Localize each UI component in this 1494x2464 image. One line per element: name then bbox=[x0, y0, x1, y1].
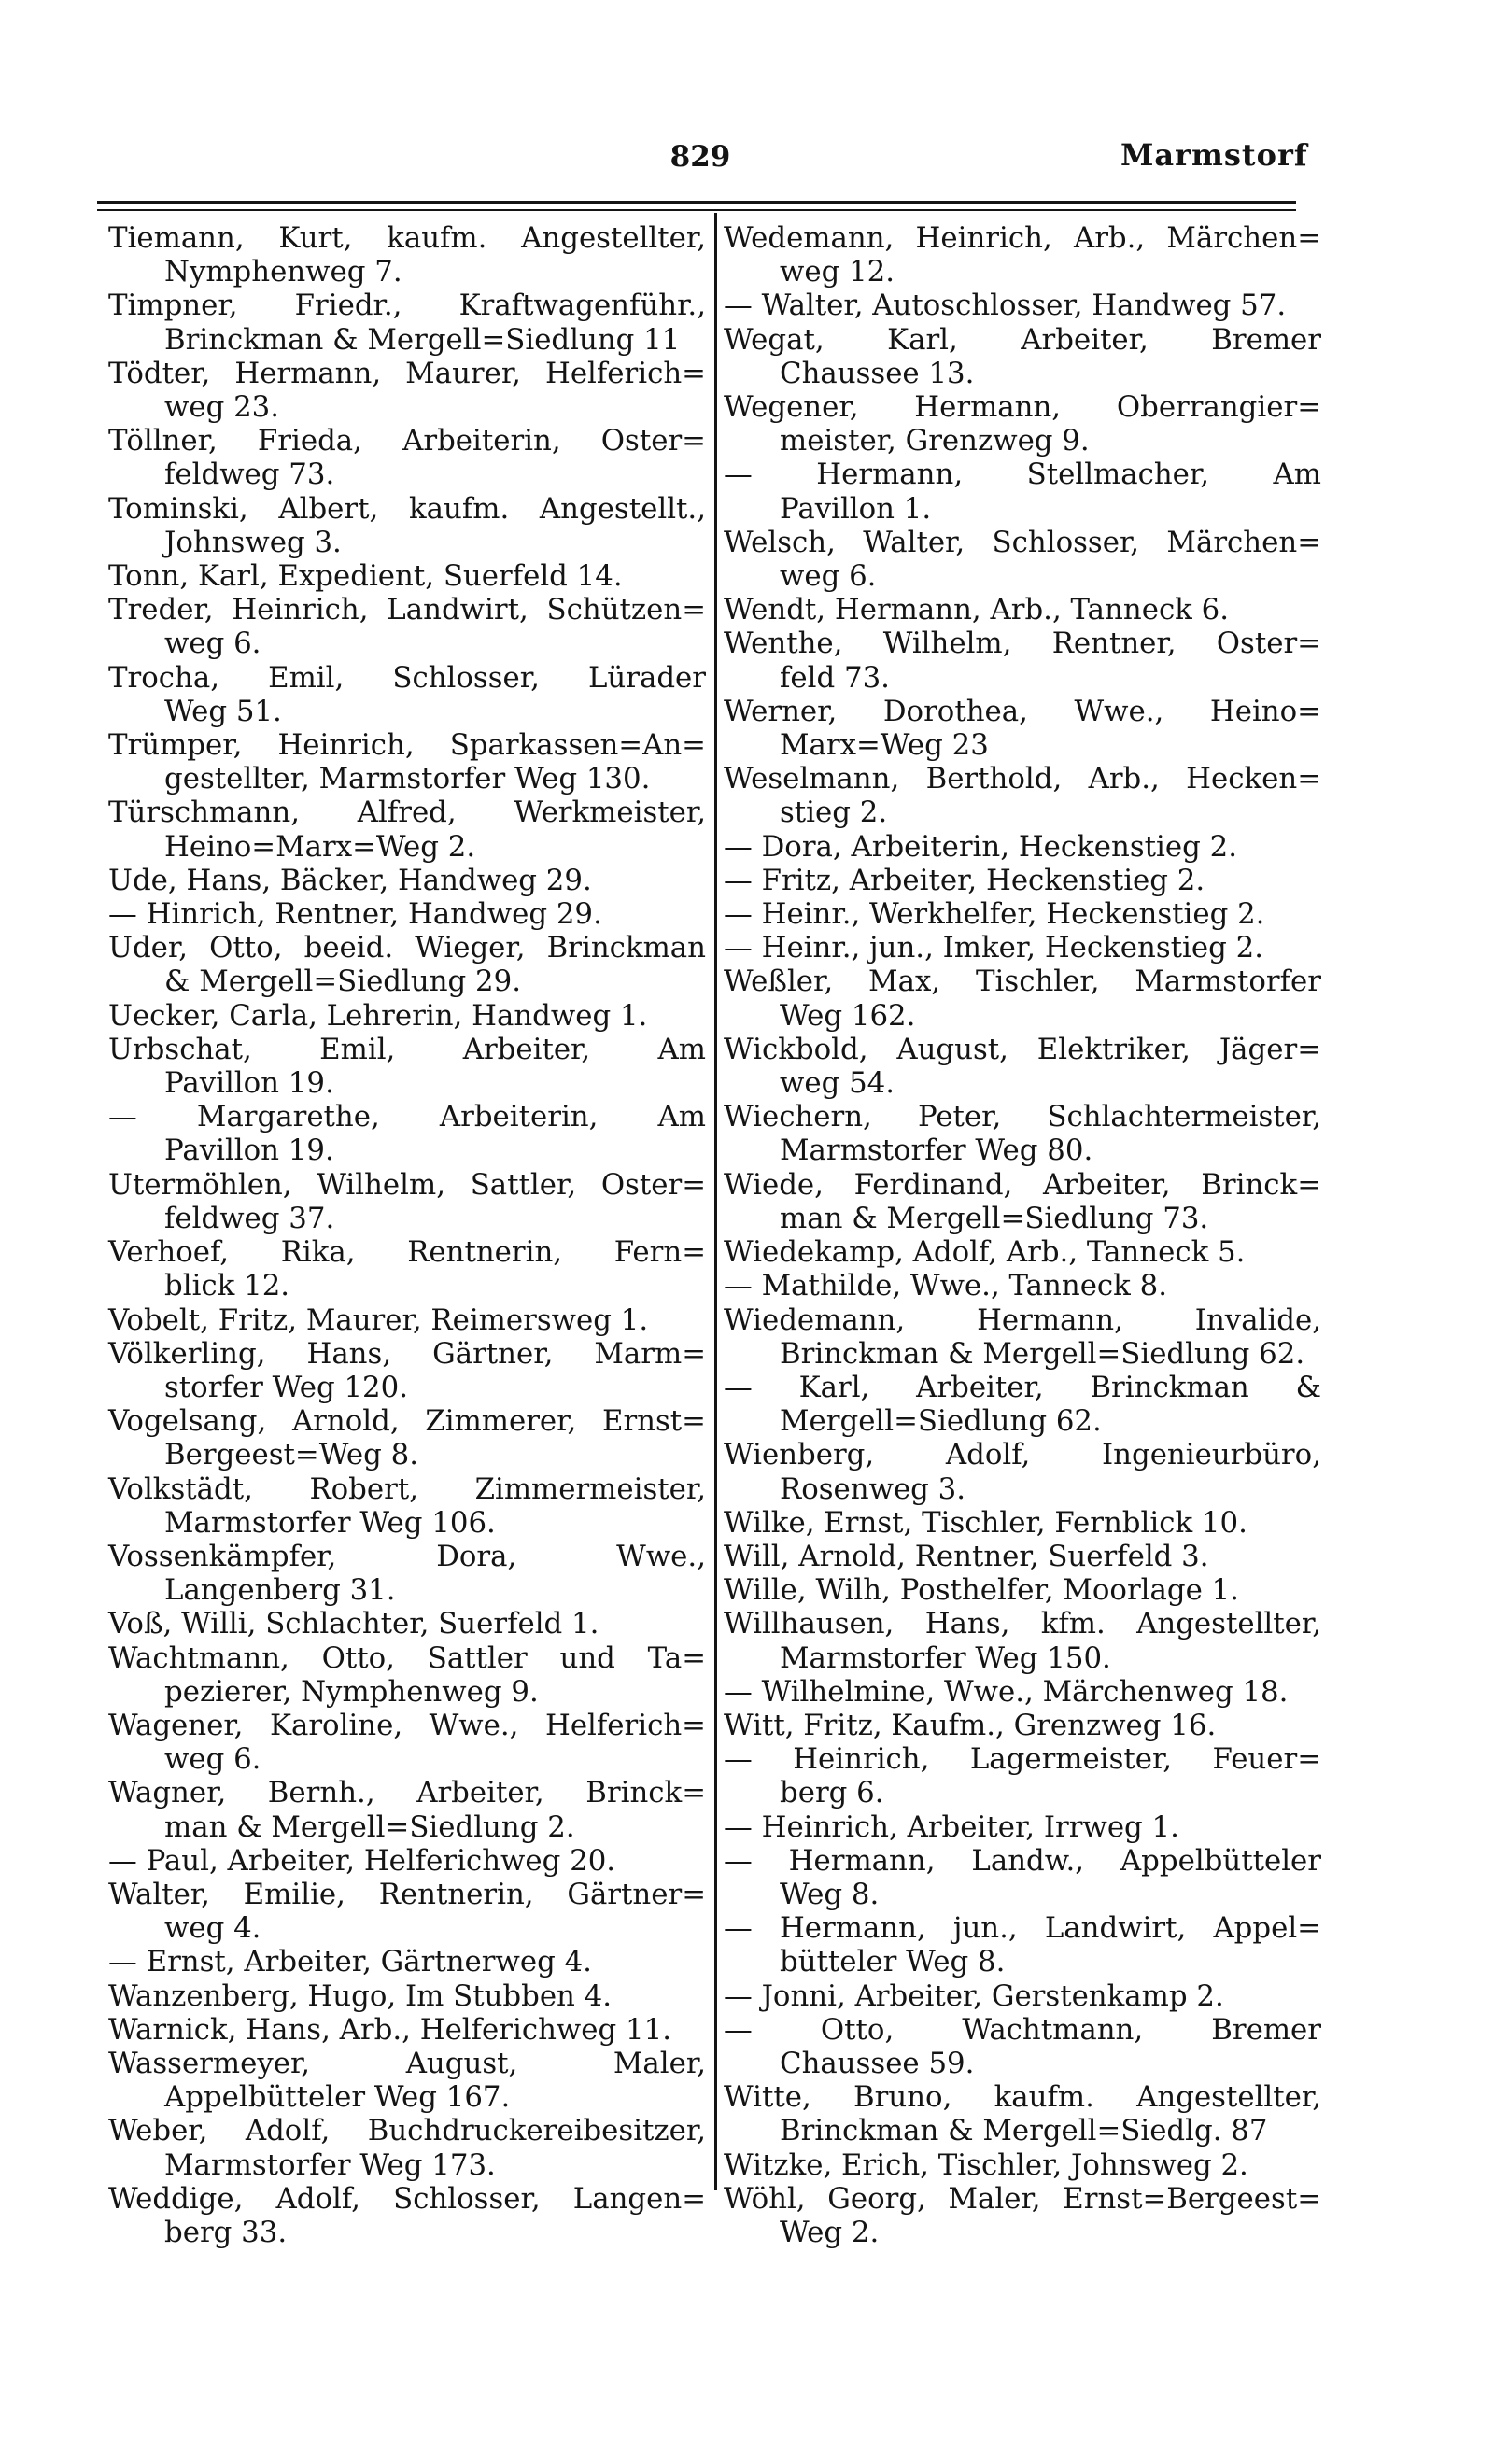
entry-line: Weßler, Max, Tischler, Marmstorfer bbox=[724, 964, 1321, 999]
directory-entry bbox=[724, 1979, 1321, 2013]
directory-entry bbox=[108, 796, 706, 863]
entry-line: Volkstädt, Robert, Zimmermeister, bbox=[108, 1471, 706, 1506]
directory-entry bbox=[724, 2148, 1321, 2182]
directory-entry bbox=[724, 1844, 1321, 1911]
entry-continuation-line: Marx=Weg 23 bbox=[780, 728, 989, 763]
entry-continuation-line: Marmstorfer Weg 80. bbox=[780, 1133, 1093, 1168]
directory-entry bbox=[108, 593, 706, 660]
entry-line: Wienberg, Adolf, Ingenieurbüro, bbox=[724, 1438, 1321, 1472]
directory-entry bbox=[724, 1033, 1321, 1100]
entry-line: Töllner, Frieda, Arbeiterin, Oster= bbox=[108, 424, 706, 458]
entry-line: — Hermann, Stellmacher, Am bbox=[724, 458, 1321, 492]
entry-line: Witzke, Erich, Tischler, Johnsweg 2. bbox=[724, 2147, 1248, 2182]
entry-continuation-line: Marmstorfer Weg 106. bbox=[164, 1505, 496, 1540]
entry-continuation-line: weg 6. bbox=[780, 559, 877, 594]
directory-entry bbox=[108, 1472, 706, 1540]
entry-line: — Margarethe, Arbeiterin, Am bbox=[108, 1100, 706, 1134]
entry-line: Trocha, Emil, Schlosser, Lürader bbox=[108, 660, 706, 695]
directory-entry bbox=[108, 864, 706, 897]
directory-entry bbox=[108, 289, 706, 356]
directory-entry bbox=[724, 1540, 1321, 1573]
entry-continuation-line: weg 6. bbox=[164, 627, 261, 661]
directory-entry bbox=[724, 2080, 1321, 2147]
directory-entry bbox=[108, 1709, 706, 1776]
directory-entry bbox=[108, 1168, 706, 1235]
entry-continuation-line: Appelbütteler Weg 167. bbox=[164, 2080, 511, 2115]
entry-continuation-line: Marmstorfer Weg 150. bbox=[780, 1640, 1111, 1675]
entry-line: Wilke, Ernst, Tischler, Fernblick 10. bbox=[724, 1505, 1247, 1540]
left-column bbox=[108, 221, 706, 2249]
entry-line: Werner, Dorothea, Wwe., Heino= bbox=[724, 694, 1321, 728]
entry-line: Türschmann, Alfred, Werkmeister, bbox=[108, 796, 706, 830]
entry-continuation-line: weg 23. bbox=[164, 390, 280, 425]
entry-continuation-line: Pavillon 19. bbox=[164, 1133, 334, 1168]
directory-entry bbox=[724, 1269, 1321, 1302]
entry-line: — Hermann, jun., Landwirt, Appel= bbox=[724, 1911, 1321, 1946]
directory-entry bbox=[108, 2114, 706, 2181]
entry-line: — Heinr., Werkhelfer, Heckenstieg 2. bbox=[724, 897, 1265, 932]
entry-line: Wegat, Karl, Arbeiter, Bremer bbox=[724, 322, 1321, 357]
entry-line: Wachtmann, Otto, Sattler und Ta= bbox=[108, 1640, 706, 1675]
entry-continuation-line: bütteler Weg 8. bbox=[780, 1945, 1006, 1979]
entry-line: Weber, Adolf, Buchdruckereibesitzer, bbox=[108, 2114, 706, 2148]
entry-line: — Heinrich, Lagermeister, Feuer= bbox=[724, 1742, 1321, 1777]
running-head: Marmstorf bbox=[1120, 137, 1308, 173]
entry-line: Urbschat, Emil, Arbeiter, Am bbox=[108, 1032, 706, 1066]
directory-entry bbox=[724, 289, 1321, 322]
directory-entry bbox=[108, 2047, 706, 2114]
directory-entry bbox=[108, 1776, 706, 1843]
entry-line: Wickbold, August, Elektriker, Jäger= bbox=[724, 1032, 1321, 1066]
entry-line: Witte, Bruno, kaufm. Angestellter, bbox=[724, 2080, 1321, 2115]
entry-line: — Jonni, Arbeiter, Gerstenkamp 2. bbox=[724, 1978, 1224, 2013]
directory-entry bbox=[108, 897, 706, 931]
entry-line: Vobelt, Fritz, Maurer, Reimersweg 1. bbox=[108, 1302, 649, 1337]
entry-line: Vogelsang, Arnold, Zimmerer, Ernst= bbox=[108, 1404, 706, 1439]
entry-line: Tonn, Karl, Expedient, Suerfeld 14. bbox=[108, 559, 623, 594]
entry-line: Will, Arnold, Rentner, Suerfeld 3. bbox=[724, 1539, 1209, 1573]
entry-line: Tiemann, Kurt, kaufm. Angestellter, bbox=[108, 221, 706, 255]
directory-entry bbox=[724, 830, 1321, 864]
entry-line: Wassermeyer, August, Maler, bbox=[108, 2046, 706, 2080]
directory-entry bbox=[724, 1709, 1321, 1742]
entry-line: — Ernst, Arbeiter, Gärtnerweg 4. bbox=[108, 1945, 592, 1979]
entry-line: — Fritz, Arbeiter, Heckenstieg 2. bbox=[724, 863, 1205, 897]
directory-entry bbox=[724, 1100, 1321, 1167]
entry-continuation-line: Weg 162. bbox=[780, 998, 916, 1033]
entry-line: Wöhl, Georg, Maler, Ernst=Bergeest= bbox=[724, 2181, 1321, 2216]
directory-entry bbox=[108, 2013, 706, 2047]
entry-continuation-line: Nymphenweg 7. bbox=[164, 255, 402, 289]
directory-entry bbox=[724, 221, 1321, 289]
entry-continuation-line: feldweg 73. bbox=[164, 458, 335, 492]
directory-entry bbox=[724, 897, 1321, 931]
directory-entry bbox=[108, 1033, 706, 1100]
entry-line: Verhoef, Rika, Rentnerin, Fern= bbox=[108, 1235, 706, 1270]
entry-line: Wedemann, Heinrich, Arb., Märchen= bbox=[724, 221, 1321, 255]
directory-entry bbox=[108, 1337, 706, 1404]
directory-entry bbox=[724, 390, 1321, 458]
directory-entry bbox=[724, 1911, 1321, 1978]
directory-entry bbox=[724, 864, 1321, 897]
entry-continuation-line: pezierer, Nymphenweg 9. bbox=[164, 1674, 539, 1709]
entry-continuation-line: Chaussee 13. bbox=[780, 356, 975, 390]
entry-line: Timpner, Friedr., Kraftwagenführ., bbox=[108, 289, 706, 323]
entry-line: Walter, Emilie, Rentnerin, Gärtner= bbox=[108, 1877, 706, 1911]
entry-line: — Heinr., jun., Imker, Heckenstieg 2. bbox=[724, 931, 1264, 965]
right-column bbox=[724, 221, 1321, 2249]
entry-continuation-line: Brinckman & Mergell=Siedlung 11 bbox=[164, 322, 681, 357]
directory-entry bbox=[724, 931, 1321, 964]
entry-line: Wille, Wilh, Posthelfer, Moorlage 1. bbox=[724, 1573, 1239, 1608]
directory-entry bbox=[108, 1100, 706, 1167]
directory-entry bbox=[108, 661, 706, 728]
directory-entry bbox=[724, 1573, 1321, 1607]
entry-line: — Dora, Arbeiterin, Heckenstieg 2. bbox=[724, 829, 1238, 864]
page-number: 829 bbox=[669, 140, 731, 174]
directory-entry bbox=[724, 762, 1321, 829]
entry-line: Uecker, Carla, Lehrerin, Handweg 1. bbox=[108, 998, 648, 1033]
entry-continuation-line: weg 12. bbox=[780, 255, 895, 289]
entry-line: Witt, Fritz, Kaufm., Grenzweg 16. bbox=[724, 1708, 1217, 1742]
directory-entry bbox=[724, 695, 1321, 762]
entry-continuation-line: meister, Grenzweg 9. bbox=[780, 424, 1090, 458]
column-divider bbox=[714, 213, 717, 2190]
entry-line: — Karl, Arbeiter, Brinckman & bbox=[724, 1370, 1321, 1404]
directory-entry bbox=[724, 1742, 1321, 1809]
directory-entry bbox=[724, 1675, 1321, 1709]
entry-line: — Paul, Arbeiter, Helferichweg 20. bbox=[108, 1843, 616, 1878]
entry-line: — Walter, Autoschlosser, Handweg 57. bbox=[724, 289, 1287, 323]
directory-entry bbox=[724, 2182, 1321, 2249]
entry-continuation-line: man & Mergell=Siedlung 2. bbox=[164, 1809, 575, 1844]
directory-entry bbox=[108, 1540, 706, 1607]
entry-continuation-line: Pavillon 19. bbox=[164, 1066, 334, 1101]
directory-entry bbox=[724, 323, 1321, 390]
entry-continuation-line: Rosenweg 3. bbox=[780, 1471, 966, 1506]
entry-line: Weselmann, Berthold, Arb., Hecken= bbox=[724, 762, 1321, 796]
entry-continuation-line: feld 73. bbox=[780, 660, 890, 695]
directory-entry bbox=[108, 1844, 706, 1878]
entry-continuation-line: Marmstorfer Weg 173. bbox=[164, 2147, 496, 2182]
entry-line: Willhausen, Hans, kfm. Angestellter, bbox=[724, 1607, 1321, 1641]
directory-entry bbox=[724, 1168, 1321, 1235]
entry-line: Treder, Heinrich, Landwirt, Schützen= bbox=[108, 593, 706, 627]
directory-entry bbox=[108, 492, 706, 559]
entry-line: Uder, Otto, beeid. Wieger, Brinckman bbox=[108, 931, 706, 965]
directory-entry bbox=[108, 2182, 706, 2249]
entry-line: Wiedekamp, Adolf, Arb., Tanneck 5. bbox=[724, 1235, 1246, 1270]
entry-line: Welsch, Walter, Schlosser, Märchen= bbox=[724, 525, 1321, 559]
entry-continuation-line: Langenberg 31. bbox=[164, 1573, 396, 1608]
entry-line: Trümper, Heinrich, Sparkassen=An= bbox=[108, 728, 706, 763]
directory-entry bbox=[724, 1506, 1321, 1540]
directory-entry bbox=[724, 1810, 1321, 1844]
directory-entry bbox=[724, 1607, 1321, 1674]
entry-line: Wenthe, Wilhelm, Rentner, Oster= bbox=[724, 627, 1321, 661]
directory-entry bbox=[108, 1235, 706, 1302]
directory-entry bbox=[108, 1979, 706, 2013]
entry-continuation-line: Brinckman & Mergell=Siedlg. 87 bbox=[780, 2114, 1268, 2148]
entry-line: — Mathilde, Wwe., Tanneck 8. bbox=[724, 1269, 1168, 1303]
entry-line: Tominski, Albert, kaufm. Angestellt., bbox=[108, 491, 706, 526]
directory-entry bbox=[108, 1404, 706, 1471]
directory-entry bbox=[724, 458, 1321, 525]
entry-line: Warnick, Hans, Arb., Helferichweg 11. bbox=[108, 2012, 671, 2047]
directory-entry bbox=[108, 1878, 706, 1945]
directory-entry bbox=[724, 964, 1321, 1032]
directory-entry bbox=[108, 1303, 706, 1337]
directory-entry bbox=[724, 1371, 1321, 1438]
directory-entry bbox=[108, 1607, 706, 1640]
entry-continuation-line: Johnsweg 3. bbox=[164, 525, 342, 559]
directory-entry bbox=[724, 526, 1321, 593]
directory-entry bbox=[724, 627, 1321, 694]
entry-line: — Wilhelmine, Wwe., Märchenweg 18. bbox=[724, 1674, 1289, 1709]
entry-continuation-line: weg 6. bbox=[164, 1742, 261, 1777]
entry-continuation-line: Mergell=Siedlung 62. bbox=[780, 1404, 1102, 1439]
entry-continuation-line: feldweg 37. bbox=[164, 1201, 335, 1235]
directory-entry bbox=[108, 221, 706, 289]
header-rule-thin bbox=[97, 209, 1296, 211]
directory-entry bbox=[724, 1438, 1321, 1505]
entry-line: — Hermann, Landw., Appelbütteler bbox=[724, 1843, 1321, 1878]
directory-entry bbox=[108, 1945, 706, 1978]
entry-continuation-line: stieg 2. bbox=[780, 796, 888, 830]
directory-entry bbox=[724, 2013, 1321, 2080]
entry-continuation-line: & Mergell=Siedlung 29. bbox=[164, 964, 522, 999]
directory-entry bbox=[108, 999, 706, 1033]
entry-continuation-line: weg 4. bbox=[164, 1911, 261, 1946]
entry-continuation-line: weg 54. bbox=[780, 1066, 895, 1101]
entry-line: Wiede, Ferdinand, Arbeiter, Brinck= bbox=[724, 1167, 1321, 1202]
entry-line: Tödter, Hermann, Maurer, Helferich= bbox=[108, 356, 706, 390]
entry-continuation-line: Bergeest=Weg 8. bbox=[164, 1438, 418, 1472]
entry-line: — Otto, Wachtmann, Bremer bbox=[724, 2012, 1321, 2047]
entry-line: Wendt, Hermann, Arb., Tanneck 6. bbox=[724, 593, 1230, 627]
directory-entry bbox=[108, 357, 706, 424]
entry-line: Völkerling, Hans, Gärtner, Marm= bbox=[108, 1336, 706, 1371]
directory-entry bbox=[108, 931, 706, 998]
entry-line: Wiechern, Peter, Schlachtermeister, bbox=[724, 1100, 1321, 1134]
entry-continuation-line: Weg 8. bbox=[780, 1877, 880, 1911]
entry-line: Wegener, Hermann, Oberrangier= bbox=[724, 390, 1321, 425]
entry-line: — Hinrich, Rentner, Handweg 29. bbox=[108, 897, 602, 932]
entry-line: Voß, Willi, Schlachter, Suerfeld 1. bbox=[108, 1607, 599, 1641]
directory-entry bbox=[108, 728, 706, 796]
entry-line: Wanzenberg, Hugo, Im Stubben 4. bbox=[108, 1978, 613, 2013]
directory-entry bbox=[724, 593, 1321, 627]
entry-continuation-line: berg 6. bbox=[780, 1776, 884, 1810]
entry-continuation-line: blick 12. bbox=[164, 1269, 290, 1303]
entry-continuation-line: man & Mergell=Siedlung 73. bbox=[780, 1201, 1209, 1235]
entry-continuation-line: Pavillon 1. bbox=[780, 491, 932, 526]
directory-entry bbox=[724, 1235, 1321, 1269]
directory-entry bbox=[108, 424, 706, 491]
entry-line: Vossenkämpfer, Dora, Wwe., bbox=[108, 1539, 706, 1573]
entry-continuation-line: gestellter, Marmstorfer Weg 130. bbox=[164, 762, 651, 796]
entry-line: Wagener, Karoline, Wwe., Helferich= bbox=[108, 1708, 706, 1742]
directory-entry bbox=[108, 1641, 706, 1709]
entry-continuation-line: Weg 2. bbox=[780, 2215, 880, 2249]
entry-continuation-line: Brinckman & Mergell=Siedlung 62. bbox=[780, 1336, 1305, 1371]
entry-continuation-line: Heino=Marx=Weg 2. bbox=[164, 829, 476, 864]
entry-line: — Heinrich, Arbeiter, Irrweg 1. bbox=[724, 1809, 1179, 1844]
entry-line: Wagner, Bernh., Arbeiter, Brinck= bbox=[108, 1776, 706, 1810]
header-rule bbox=[97, 201, 1296, 204]
entry-line: Utermöhlen, Wilhelm, Sattler, Oster= bbox=[108, 1167, 706, 1202]
entry-continuation-line: storfer Weg 120. bbox=[164, 1370, 409, 1404]
directory-entry bbox=[724, 1303, 1321, 1371]
entry-line: Weddige, Adolf, Schlosser, Langen= bbox=[108, 2181, 706, 2216]
entry-continuation-line: Weg 51. bbox=[164, 694, 282, 728]
directory-entry bbox=[108, 559, 706, 593]
entry-continuation-line: Chaussee 59. bbox=[780, 2046, 975, 2080]
entry-continuation-line: berg 33. bbox=[164, 2215, 288, 2249]
entry-line: Wiedemann, Hermann, Invalide, bbox=[724, 1302, 1321, 1337]
entry-line: Ude, Hans, Bäcker, Handweg 29. bbox=[108, 863, 592, 897]
